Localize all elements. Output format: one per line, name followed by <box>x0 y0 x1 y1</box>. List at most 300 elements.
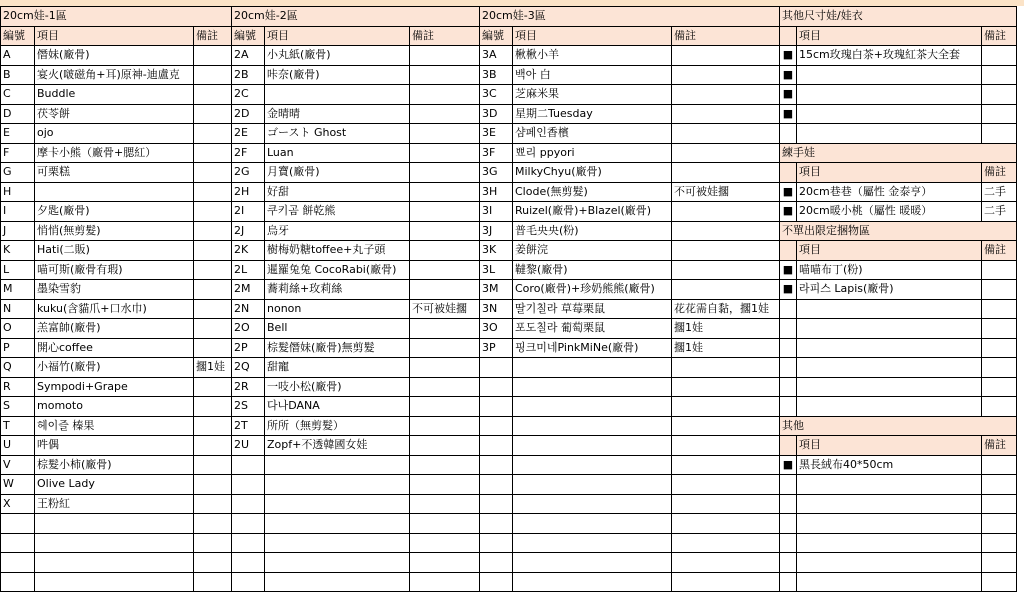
item-cell-zone4[interactable] <box>797 533 982 553</box>
note-cell-zone4[interactable] <box>982 533 1017 553</box>
note-cell-zone3[interactable] <box>672 475 780 495</box>
item-cell-zone3[interactable] <box>513 475 672 495</box>
code-cell-zone2[interactable]: 2S <box>232 397 265 417</box>
note-cell-zone2[interactable] <box>410 104 480 124</box>
item-cell-zone3[interactable] <box>513 455 672 475</box>
code-cell-zone2[interactable]: 2K <box>232 241 265 261</box>
code-cell-zone3[interactable]: 3D <box>480 104 513 124</box>
header-note-zone3[interactable]: 備註 <box>672 26 780 46</box>
code-cell-zone2[interactable]: 2L <box>232 260 265 280</box>
bullet-cell[interactable] <box>780 436 797 456</box>
code-cell-zone2[interactable]: 2U <box>232 436 265 456</box>
item-cell-zone3[interactable] <box>513 514 672 534</box>
code-cell-zone3[interactable]: 3B <box>480 65 513 85</box>
bullet-cell[interactable] <box>780 26 797 46</box>
item-cell-zone3[interactable] <box>513 358 672 378</box>
code-cell-zone2[interactable]: 2A <box>232 46 265 66</box>
item-cell-zone1[interactable]: 헤이즐 榛果 <box>35 416 194 436</box>
note-cell-zone3[interactable] <box>672 124 780 144</box>
note-cell-zone4[interactable] <box>982 397 1017 417</box>
code-cell-zone2[interactable]: 2O <box>232 319 265 339</box>
item-cell-zone1[interactable]: 小福竹(廠骨) <box>35 358 194 378</box>
note-cell-zone4[interactable] <box>982 572 1017 592</box>
bullet-cell[interactable]: ■ <box>780 455 797 475</box>
item-cell-zone2[interactable]: 烏牙 <box>265 221 410 241</box>
note-cell-zone2[interactable] <box>410 358 480 378</box>
note-cell-zone1[interactable] <box>194 46 232 66</box>
item-cell-zone2[interactable]: 好甜 <box>265 182 410 202</box>
note-cell-zone4[interactable] <box>982 299 1017 319</box>
item-cell-zone1[interactable] <box>35 182 194 202</box>
item-cell-zone4[interactable] <box>797 338 982 358</box>
header-item-zone4[interactable]: 項目 <box>797 163 982 183</box>
code-cell-zone2[interactable]: 2H <box>232 182 265 202</box>
item-cell-zone1[interactable]: kuku(含貓爪+口水巾) <box>35 299 194 319</box>
item-cell-zone2[interactable]: 甜寵 <box>265 358 410 378</box>
item-cell-zone2[interactable] <box>265 455 410 475</box>
code-cell-zone3[interactable]: 3O <box>480 319 513 339</box>
code-cell-zone2[interactable]: 2G <box>232 163 265 183</box>
bullet-cell[interactable]: ■ <box>780 65 797 85</box>
note-cell-zone2[interactable] <box>410 533 480 553</box>
item-cell-zone4[interactable] <box>797 319 982 339</box>
note-cell-zone4[interactable] <box>982 104 1017 124</box>
item-cell-zone1[interactable]: 墨染雪豹 <box>35 280 194 300</box>
code-cell-zone2[interactable]: 2B <box>232 65 265 85</box>
header-code-zone3[interactable]: 編號 <box>480 26 513 46</box>
item-cell-zone2[interactable]: 쿠키곰 餅乾熊 <box>265 202 410 222</box>
item-cell-zone3[interactable]: 姜餅浣 <box>513 241 672 261</box>
item-cell-zone2[interactable] <box>265 494 410 514</box>
note-cell-zone1[interactable] <box>194 202 232 222</box>
code-cell-zone3[interactable] <box>480 514 513 534</box>
code-cell-zone1[interactable]: J <box>1 221 35 241</box>
code-cell-zone1[interactable]: X <box>1 494 35 514</box>
code-cell-zone3[interactable] <box>480 377 513 397</box>
code-cell-zone1[interactable]: C <box>1 85 35 105</box>
code-cell-zone1[interactable]: U <box>1 436 35 456</box>
item-cell-zone4[interactable] <box>797 514 982 534</box>
item-cell-zone2[interactable]: 月寶(廠骨) <box>265 163 410 183</box>
note-cell-zone3[interactable] <box>672 436 780 456</box>
note-cell-zone1[interactable] <box>194 319 232 339</box>
note-cell-zone1[interactable] <box>194 397 232 417</box>
bullet-cell[interactable] <box>780 514 797 534</box>
note-cell-zone2[interactable] <box>410 455 480 475</box>
item-cell-zone4[interactable] <box>797 358 982 378</box>
note-cell-zone2[interactable] <box>410 553 480 573</box>
item-cell-zone2[interactable]: 樹梅奶糖toffee+丸子頭 <box>265 241 410 261</box>
item-cell-zone3[interactable] <box>513 436 672 456</box>
item-cell-zone1[interactable]: 夕匙(廠骨) <box>35 202 194 222</box>
code-cell-zone2[interactable] <box>232 572 265 592</box>
note-cell-zone2[interactable] <box>410 124 480 144</box>
header-item-zone4[interactable]: 項目 <box>797 26 982 46</box>
note-cell-zone4[interactable] <box>982 358 1017 378</box>
note-cell-zone1[interactable] <box>194 533 232 553</box>
group-title[interactable]: 其他 <box>780 416 1017 436</box>
item-cell-zone1[interactable]: 開心coffee <box>35 338 194 358</box>
note-cell-zone1[interactable] <box>194 494 232 514</box>
item-cell-zone4[interactable] <box>797 475 982 495</box>
note-cell-zone2[interactable] <box>410 182 480 202</box>
code-cell-zone1[interactable]: Q <box>1 358 35 378</box>
item-cell-zone3[interactable] <box>513 377 672 397</box>
note-cell-zone2[interactable]: 不可被娃擱 <box>410 299 480 319</box>
item-cell-zone1[interactable]: momoto <box>35 397 194 417</box>
code-cell-zone1[interactable]: W <box>1 475 35 495</box>
code-cell-zone3[interactable] <box>480 455 513 475</box>
header-item-zone3[interactable]: 項目 <box>513 26 672 46</box>
note-cell-zone4[interactable] <box>982 494 1017 514</box>
item-cell-zone1[interactable]: 棕髮小柿(廠骨) <box>35 455 194 475</box>
note-cell-zone3[interactable]: 花花需自黏，擱1娃 <box>672 299 780 319</box>
bullet-cell[interactable]: ■ <box>780 46 797 66</box>
bullet-cell[interactable] <box>780 338 797 358</box>
code-cell-zone3[interactable] <box>480 416 513 436</box>
item-cell-zone2[interactable]: 咔奈(廠骨) <box>265 65 410 85</box>
item-cell-zone3[interactable]: 핑크미네PinkMiNe(廠骨) <box>513 338 672 358</box>
item-cell-zone2[interactable]: Zopf+不透韓國女娃 <box>265 436 410 456</box>
header-item-zone2[interactable]: 項目 <box>265 26 410 46</box>
code-cell-zone1[interactable] <box>1 533 35 553</box>
note-cell-zone2[interactable] <box>410 475 480 495</box>
bullet-cell[interactable] <box>780 124 797 144</box>
bullet-cell[interactable] <box>780 319 797 339</box>
code-cell-zone2[interactable] <box>232 455 265 475</box>
note-cell-zone3[interactable] <box>672 416 780 436</box>
note-cell-zone2[interactable] <box>410 85 480 105</box>
note-cell-zone3[interactable] <box>672 455 780 475</box>
item-cell-zone1[interactable]: Sympodi+Grape <box>35 377 194 397</box>
note-cell-zone1[interactable] <box>194 280 232 300</box>
item-cell-zone1[interactable]: 王粉紅 <box>35 494 194 514</box>
note-cell-zone3[interactable] <box>672 377 780 397</box>
note-cell-zone4[interactable] <box>982 377 1017 397</box>
item-cell-zone2[interactable] <box>265 533 410 553</box>
note-cell-zone1[interactable] <box>194 221 232 241</box>
note-cell-zone2[interactable] <box>410 46 480 66</box>
item-cell-zone2[interactable]: 蕎莉絲+玫莉絲 <box>265 280 410 300</box>
item-cell-zone3[interactable] <box>513 397 672 417</box>
item-cell-zone3[interactable] <box>513 572 672 592</box>
section-title-zone4[interactable]: 其他尺寸娃/娃衣 <box>780 7 1017 27</box>
note-cell-zone1[interactable] <box>194 85 232 105</box>
code-cell-zone1[interactable]: D <box>1 104 35 124</box>
item-cell-zone1[interactable]: Hati(二販) <box>35 241 194 261</box>
note-cell-zone3[interactable] <box>672 104 780 124</box>
header-note-zone4[interactable]: 備註 <box>982 26 1017 46</box>
note-cell-zone4[interactable] <box>982 319 1017 339</box>
item-cell-zone4[interactable] <box>797 377 982 397</box>
code-cell-zone1[interactable]: T <box>1 416 35 436</box>
item-cell-zone1[interactable]: 吽偶 <box>35 436 194 456</box>
note-cell-zone4[interactable] <box>982 85 1017 105</box>
note-cell-zone2[interactable] <box>410 241 480 261</box>
item-cell-zone2[interactable] <box>265 514 410 534</box>
item-cell-zone4[interactable] <box>797 65 982 85</box>
item-cell-zone2[interactable] <box>265 475 410 495</box>
code-cell-zone1[interactable]: F <box>1 143 35 163</box>
item-cell-zone4[interactable] <box>797 104 982 124</box>
item-cell-zone4[interactable] <box>797 85 982 105</box>
item-cell-zone4[interactable]: 20cm暖小桃（屬性 暖暖） <box>797 202 982 222</box>
note-cell-zone3[interactable]: 不可被娃擱 <box>672 182 780 202</box>
group-title[interactable]: 不單出限定捆物區 <box>780 221 1017 241</box>
item-cell-zone2[interactable]: 一吱小松(廠骨) <box>265 377 410 397</box>
item-cell-zone4[interactable]: 20cm巷巷（屬性 金泰亨） <box>797 182 982 202</box>
note-cell-zone1[interactable] <box>194 260 232 280</box>
item-cell-zone2[interactable]: 棕髮僭妹(廠骨)無剪髮 <box>265 338 410 358</box>
item-cell-zone3[interactable]: 楸楸小羊 <box>513 46 672 66</box>
bullet-cell[interactable]: ■ <box>780 182 797 202</box>
note-cell-zone4[interactable] <box>982 65 1017 85</box>
item-cell-zone2[interactable]: 金晴晴 <box>265 104 410 124</box>
bullet-cell[interactable] <box>780 241 797 261</box>
note-cell-zone4[interactable] <box>982 46 1017 66</box>
item-cell-zone3[interactable]: 뾰리 ppyori <box>513 143 672 163</box>
note-cell-zone1[interactable] <box>194 124 232 144</box>
code-cell-zone1[interactable]: S <box>1 397 35 417</box>
code-cell-zone2[interactable]: 2R <box>232 377 265 397</box>
code-cell-zone1[interactable]: R <box>1 377 35 397</box>
bullet-cell[interactable] <box>780 377 797 397</box>
item-cell-zone2[interactable]: Luan <box>265 143 410 163</box>
code-cell-zone3[interactable]: 3G <box>480 163 513 183</box>
note-cell-zone3[interactable] <box>672 494 780 514</box>
code-cell-zone2[interactable] <box>232 475 265 495</box>
note-cell-zone2[interactable] <box>410 202 480 222</box>
note-cell-zone3[interactable] <box>672 397 780 417</box>
item-cell-zone3[interactable] <box>513 494 672 514</box>
item-cell-zone4[interactable]: 喵喵布丁(粉) <box>797 260 982 280</box>
note-cell-zone2[interactable] <box>410 494 480 514</box>
note-cell-zone1[interactable] <box>194 455 232 475</box>
item-cell-zone1[interactable]: 喵可斯(廠骨有瑕) <box>35 260 194 280</box>
item-cell-zone1[interactable]: 宴火(啵磁角+耳)原神-迪盧克 <box>35 65 194 85</box>
note-cell-zone1[interactable] <box>194 104 232 124</box>
code-cell-zone3[interactable]: 3L <box>480 260 513 280</box>
bullet-cell[interactable] <box>780 299 797 319</box>
header-code-zone2[interactable]: 編號 <box>232 26 265 46</box>
note-cell-zone1[interactable] <box>194 163 232 183</box>
bullet-cell[interactable]: ■ <box>780 280 797 300</box>
header-item-zone4[interactable]: 項目 <box>797 241 982 261</box>
item-cell-zone1[interactable] <box>35 514 194 534</box>
note-cell-zone3[interactable] <box>672 46 780 66</box>
code-cell-zone2[interactable]: 2J <box>232 221 265 241</box>
code-cell-zone3[interactable]: 3F <box>480 143 513 163</box>
note-cell-zone3[interactable]: 擱1娃 <box>672 319 780 339</box>
note-cell-zone4[interactable] <box>982 338 1017 358</box>
note-cell-zone1[interactable] <box>194 475 232 495</box>
bullet-cell[interactable] <box>780 475 797 495</box>
item-cell-zone3[interactable]: Coro(廠骨)+珍奶熊熊(廠骨) <box>513 280 672 300</box>
code-cell-zone1[interactable]: O <box>1 319 35 339</box>
note-cell-zone4[interactable] <box>982 124 1017 144</box>
header-item-zone1[interactable]: 項目 <box>35 26 194 46</box>
note-cell-zone4[interactable] <box>982 514 1017 534</box>
code-cell-zone1[interactable]: N <box>1 299 35 319</box>
note-cell-zone3[interactable] <box>672 163 780 183</box>
note-cell-zone1[interactable] <box>194 514 232 534</box>
item-cell-zone4[interactable]: 黑長絨布40*50cm <box>797 455 982 475</box>
code-cell-zone1[interactable]: B <box>1 65 35 85</box>
item-cell-zone3[interactable] <box>513 533 672 553</box>
item-cell-zone2[interactable] <box>265 553 410 573</box>
item-cell-zone1[interactable]: Buddle <box>35 85 194 105</box>
note-cell-zone4[interactable]: 二手 <box>982 182 1017 202</box>
bullet-cell[interactable] <box>780 397 797 417</box>
code-cell-zone1[interactable]: A <box>1 46 35 66</box>
note-cell-zone3[interactable]: 擱1娃 <box>672 338 780 358</box>
code-cell-zone3[interactable]: 3A <box>480 46 513 66</box>
note-cell-zone2[interactable] <box>410 143 480 163</box>
note-cell-zone2[interactable] <box>410 280 480 300</box>
header-note-zone4[interactable]: 備註 <box>982 163 1017 183</box>
code-cell-zone1[interactable] <box>1 514 35 534</box>
item-cell-zone1[interactable] <box>35 553 194 573</box>
note-cell-zone3[interactable] <box>672 280 780 300</box>
item-cell-zone4[interactable] <box>797 124 982 144</box>
code-cell-zone3[interactable]: 3E <box>480 124 513 144</box>
bullet-cell[interactable] <box>780 572 797 592</box>
item-cell-zone2[interactable]: Bell <box>265 319 410 339</box>
code-cell-zone3[interactable] <box>480 475 513 495</box>
note-cell-zone1[interactable]: 擱1娃 <box>194 358 232 378</box>
note-cell-zone2[interactable] <box>410 397 480 417</box>
item-cell-zone2[interactable]: 小丸紙(廠骨) <box>265 46 410 66</box>
code-cell-zone1[interactable]: L <box>1 260 35 280</box>
code-cell-zone2[interactable]: 2P <box>232 338 265 358</box>
code-cell-zone1[interactable]: P <box>1 338 35 358</box>
code-cell-zone3[interactable] <box>480 533 513 553</box>
item-cell-zone1[interactable]: ojo <box>35 124 194 144</box>
note-cell-zone1[interactable] <box>194 572 232 592</box>
note-cell-zone1[interactable] <box>194 143 232 163</box>
code-cell-zone3[interactable]: 3J <box>480 221 513 241</box>
item-cell-zone3[interactable]: 샴페인香檳 <box>513 124 672 144</box>
item-cell-zone1[interactable]: 羔富帥(廠骨) <box>35 319 194 339</box>
note-cell-zone2[interactable] <box>410 163 480 183</box>
item-cell-zone1[interactable]: 僭妹(廠骨) <box>35 46 194 66</box>
header-code-zone1[interactable]: 編號 <box>1 26 35 46</box>
note-cell-zone3[interactable] <box>672 241 780 261</box>
item-cell-zone1[interactable] <box>35 533 194 553</box>
item-cell-zone3[interactable]: 星期二Tuesday <box>513 104 672 124</box>
code-cell-zone3[interactable] <box>480 494 513 514</box>
item-cell-zone2[interactable] <box>265 572 410 592</box>
bullet-cell[interactable] <box>780 553 797 573</box>
item-cell-zone3[interactable] <box>513 416 672 436</box>
note-cell-zone2[interactable] <box>410 436 480 456</box>
note-cell-zone3[interactable] <box>672 553 780 573</box>
note-cell-zone1[interactable] <box>194 436 232 456</box>
header-note-zone4[interactable]: 備註 <box>982 436 1017 456</box>
note-cell-zone1[interactable] <box>194 416 232 436</box>
item-cell-zone3[interactable]: 普毛央央(粉) <box>513 221 672 241</box>
item-cell-zone4[interactable]: 15cm玫瑰白茶+玫瑰紅茶大全套 <box>797 46 982 66</box>
note-cell-zone2[interactable] <box>410 416 480 436</box>
item-cell-zone2[interactable]: ゴースト Ghost <box>265 124 410 144</box>
bullet-cell[interactable] <box>780 358 797 378</box>
code-cell-zone2[interactable]: 2I <box>232 202 265 222</box>
note-cell-zone3[interactable] <box>672 65 780 85</box>
item-cell-zone1[interactable]: Olive Lady <box>35 475 194 495</box>
item-cell-zone4[interactable] <box>797 553 982 573</box>
item-cell-zone3[interactable]: Ruizel(廠骨)+Blazel(廠骨) <box>513 202 672 222</box>
item-cell-zone3[interactable]: Clode(無剪髮) <box>513 182 672 202</box>
item-cell-zone1[interactable] <box>35 572 194 592</box>
code-cell-zone3[interactable]: 3M <box>480 280 513 300</box>
item-cell-zone1[interactable]: 悄悄(無剪髮) <box>35 221 194 241</box>
note-cell-zone3[interactable] <box>672 202 780 222</box>
note-cell-zone2[interactable] <box>410 572 480 592</box>
code-cell-zone3[interactable]: 3C <box>480 85 513 105</box>
code-cell-zone3[interactable]: 3N <box>480 299 513 319</box>
code-cell-zone2[interactable]: 2C <box>232 85 265 105</box>
header-note-zone4[interactable]: 備註 <box>982 241 1017 261</box>
item-cell-zone2[interactable]: 暹羅兔兔 CocoRabi(廠骨) <box>265 260 410 280</box>
bullet-cell[interactable]: ■ <box>780 104 797 124</box>
note-cell-zone2[interactable] <box>410 319 480 339</box>
note-cell-zone1[interactable] <box>194 241 232 261</box>
code-cell-zone3[interactable] <box>480 358 513 378</box>
code-cell-zone2[interactable]: 2Q <box>232 358 265 378</box>
code-cell-zone2[interactable]: 2M <box>232 280 265 300</box>
code-cell-zone1[interactable] <box>1 553 35 573</box>
code-cell-zone3[interactable]: 3K <box>480 241 513 261</box>
note-cell-zone1[interactable] <box>194 553 232 573</box>
item-cell-zone4[interactable]: 라피스 Lapis(廠骨) <box>797 280 982 300</box>
item-cell-zone3[interactable]: 백아 白 <box>513 65 672 85</box>
item-cell-zone4[interactable] <box>797 299 982 319</box>
code-cell-zone2[interactable] <box>232 533 265 553</box>
item-cell-zone3[interactable]: MilkyChyu(廠骨) <box>513 163 672 183</box>
group-title[interactable]: 練手娃 <box>780 143 1017 163</box>
note-cell-zone1[interactable] <box>194 338 232 358</box>
note-cell-zone2[interactable] <box>410 221 480 241</box>
code-cell-zone2[interactable]: 2E <box>232 124 265 144</box>
code-cell-zone1[interactable]: I <box>1 202 35 222</box>
section-title-zone1[interactable]: 20cm娃-1區 <box>1 7 232 27</box>
note-cell-zone2[interactable] <box>410 514 480 534</box>
item-cell-zone1[interactable]: 摩卡小熊（廠骨+腮紅） <box>35 143 194 163</box>
code-cell-zone3[interactable]: 3I <box>480 202 513 222</box>
item-cell-zone3[interactable]: 韃黎(廠骨) <box>513 260 672 280</box>
note-cell-zone4[interactable] <box>982 260 1017 280</box>
code-cell-zone3[interactable]: 3H <box>480 182 513 202</box>
code-cell-zone2[interactable] <box>232 494 265 514</box>
bullet-cell[interactable]: ■ <box>780 202 797 222</box>
item-cell-zone1[interactable]: 茯苓餅 <box>35 104 194 124</box>
item-cell-zone1[interactable]: 可栗糕 <box>35 163 194 183</box>
item-cell-zone3[interactable] <box>513 553 672 573</box>
note-cell-zone3[interactable] <box>672 358 780 378</box>
note-cell-zone1[interactable] <box>194 299 232 319</box>
code-cell-zone2[interactable] <box>232 514 265 534</box>
note-cell-zone2[interactable] <box>410 260 480 280</box>
note-cell-zone3[interactable] <box>672 85 780 105</box>
item-cell-zone2[interactable]: 다나DANA <box>265 397 410 417</box>
item-cell-zone2[interactable]: 所所（無剪髮） <box>265 416 410 436</box>
code-cell-zone3[interactable]: 3P <box>480 338 513 358</box>
item-cell-zone4[interactable] <box>797 397 982 417</box>
code-cell-zone2[interactable]: 2N <box>232 299 265 319</box>
bullet-cell[interactable]: ■ <box>780 260 797 280</box>
section-title-zone2[interactable]: 20cm娃-2區 <box>232 7 480 27</box>
note-cell-zone1[interactable] <box>194 182 232 202</box>
